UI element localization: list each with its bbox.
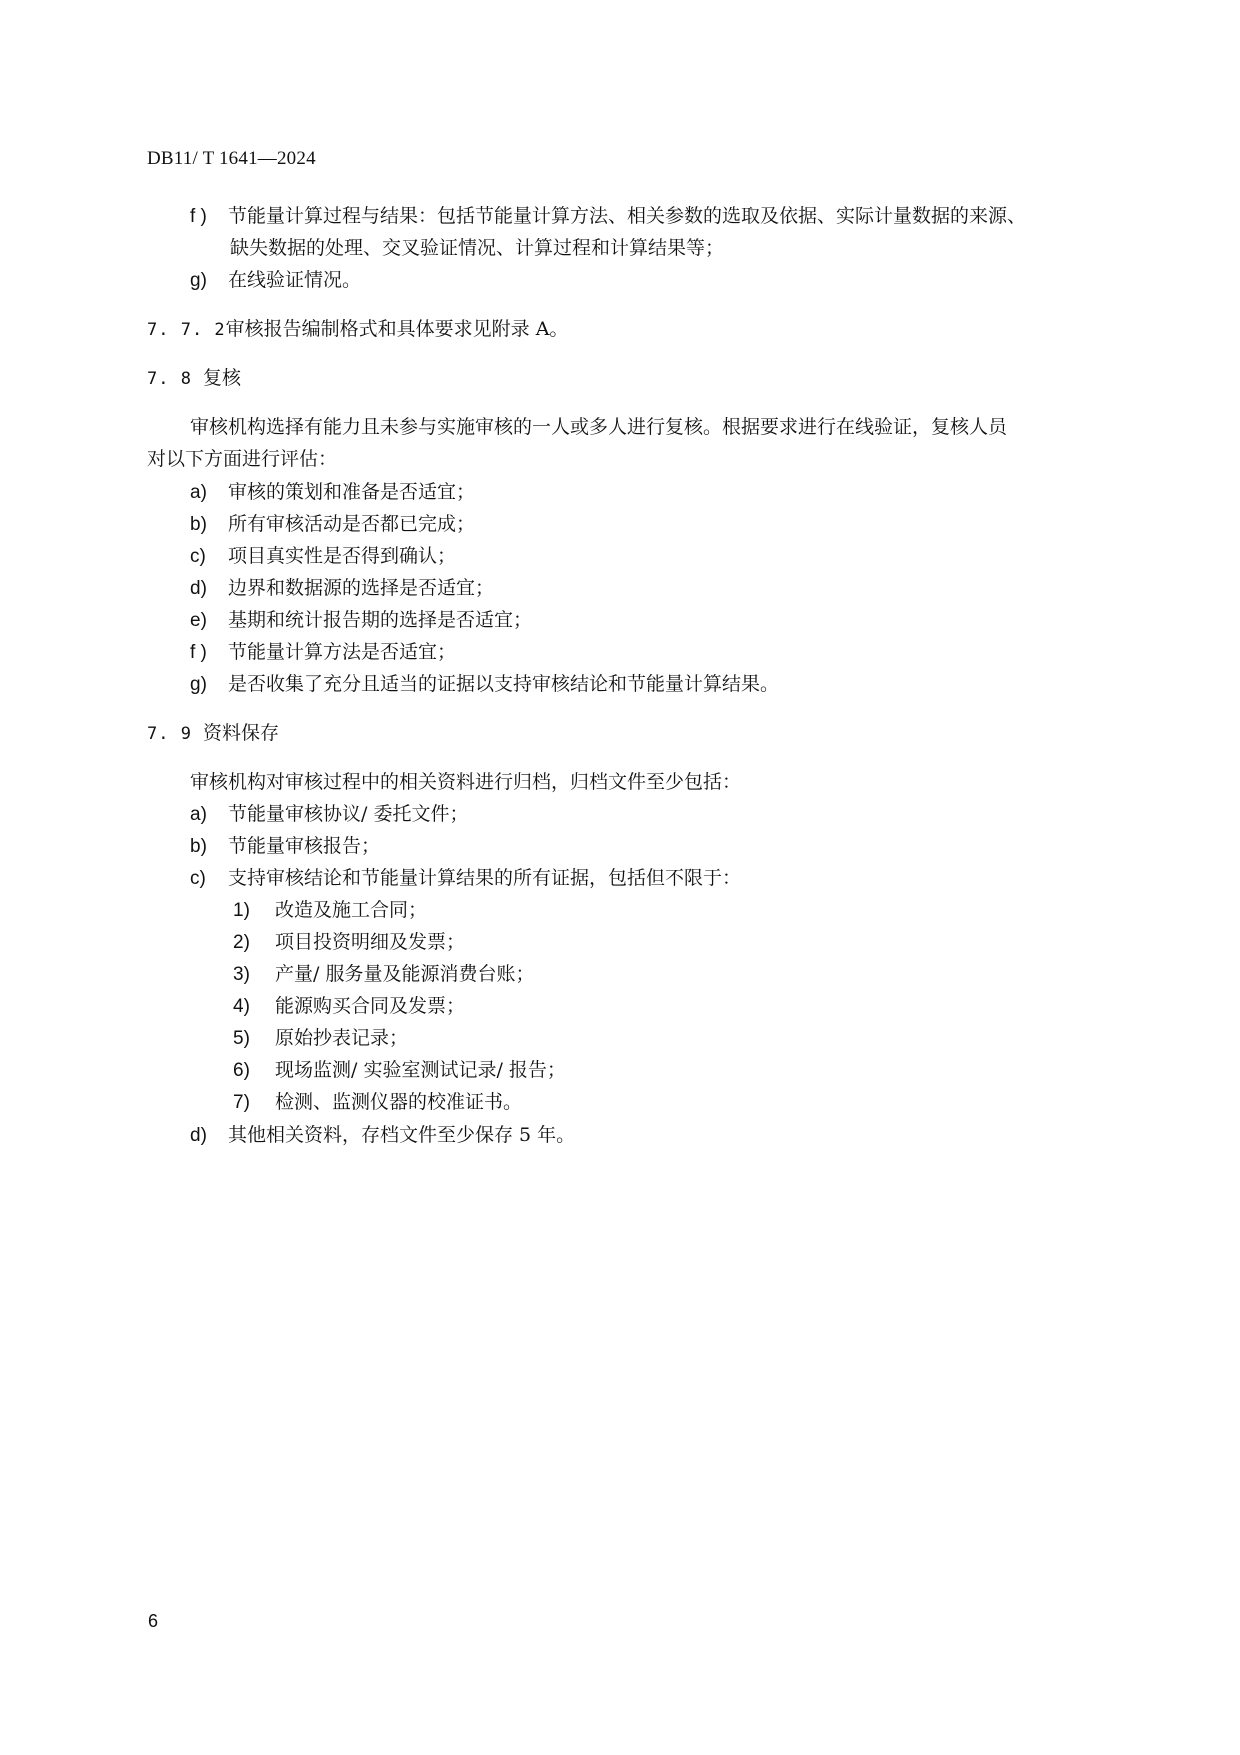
list-item-text: 支持审核结论和节能量计算结果的所有证据，包括但不限于：	[228, 867, 742, 889]
list-marker: b)	[190, 836, 207, 857]
sub-list-marker: 5)	[233, 1028, 250, 1049]
list-item-text: 项目真实性是否得到确认；	[228, 545, 457, 567]
list-item	[190, 834, 380, 859]
sub-list-item-text: 原始抄表记录；	[275, 1027, 409, 1049]
sub-list-item	[233, 1026, 408, 1051]
page-number: 6	[148, 1611, 159, 1631]
list-item-text: 在线验证情况。	[228, 269, 362, 291]
list-marker: f )	[190, 642, 207, 663]
sub-list-marker: 3)	[233, 964, 250, 985]
paragraph-line: 审核机构对审核过程中的相关资料进行归档，归档文件至少包括：	[190, 771, 742, 793]
sub-list-item	[233, 930, 465, 955]
list-item	[190, 608, 532, 633]
list-item-f	[190, 204, 1026, 229]
list-item-text: 节能量审核报告；	[228, 835, 381, 857]
section-heading-7-8	[147, 366, 241, 391]
sub-list-item	[233, 994, 465, 1019]
document-code-header: DB11/ T 1641—2024	[147, 148, 316, 169]
list-marker: c)	[190, 868, 206, 889]
clause-text: 审核报告编制格式和具体要求见附录 A。	[225, 318, 569, 340]
list-marker: f )	[190, 206, 207, 227]
sub-list-item	[233, 1090, 522, 1115]
list-marker: g)	[190, 270, 207, 291]
list-item	[190, 866, 741, 891]
list-marker: b)	[190, 514, 207, 535]
list-item	[190, 512, 475, 537]
list-marker: a)	[190, 804, 207, 825]
sub-list-marker: 6)	[233, 1060, 250, 1081]
list-item	[190, 576, 494, 601]
section-title: 资料保存	[203, 722, 280, 744]
list-item	[190, 802, 468, 827]
clause-7-7-2	[147, 317, 568, 342]
sub-list-item	[233, 962, 534, 987]
list-item-text: 所有审核活动是否都已完成；	[228, 513, 476, 535]
list-marker: g)	[190, 674, 207, 695]
section-title: 复核	[203, 367, 242, 389]
sub-list-item	[233, 898, 427, 923]
list-item-text: 其他相关资料，存档文件至少保存 5 年。	[228, 1124, 576, 1146]
sub-list-item-text: 检测、监测仪器的校准证书。	[275, 1091, 523, 1113]
section-number: 7. 8	[147, 369, 192, 389]
clause-number: 7. 7. 2	[147, 320, 226, 340]
list-item	[190, 480, 475, 505]
list-item-text: 节能量计算过程与结果：包括节能量计算方法、相关参数的选取及依据、实际计量数据的来源、	[228, 205, 1027, 227]
list-item	[190, 1123, 575, 1148]
list-marker: d)	[190, 578, 207, 599]
list-item-text: 是否收集了充分且适当的证据以支持审核结论和节能量计算结果。	[228, 673, 780, 695]
list-item-text: 基期和统计报告期的选择是否适宜；	[228, 609, 533, 631]
sub-list-marker: 4)	[233, 996, 250, 1017]
list-marker: d)	[190, 1125, 207, 1146]
sub-list-item-text: 改造及施工合同；	[275, 899, 428, 921]
sub-list-item-text: 能源购买合同及发票；	[275, 995, 466, 1017]
section-number: 7. 9	[147, 724, 192, 744]
sub-list-marker: 2)	[233, 932, 250, 953]
paragraph-line: 对以下方面进行评估：	[147, 448, 338, 470]
sub-list-marker: 7)	[233, 1092, 250, 1113]
list-item	[190, 672, 779, 697]
list-item	[190, 544, 456, 569]
list-item-text: 节能量计算方法是否适宜；	[228, 641, 457, 663]
list-marker: a)	[190, 482, 207, 503]
list-item-text: 边界和数据源的选择是否适宜；	[228, 577, 495, 599]
sub-list-item-text: 现场监测/ 实验室测试记录/ 报告；	[275, 1059, 566, 1081]
sub-list-marker: 1)	[233, 900, 250, 921]
list-item-g	[190, 268, 361, 293]
list-item-text: 审核的策划和准备是否适宜；	[228, 481, 476, 503]
paragraph-line: 审核机构选择有能力且未参与实施审核的一人或多人进行复核。根据要求进行在线验证，复核人员	[190, 416, 1008, 438]
list-item	[190, 640, 456, 665]
list-marker: c)	[190, 546, 206, 567]
sub-list-item-text: 项目投资明细及发票；	[275, 931, 466, 953]
list-item-f-continuation: 缺失数据的处理、交叉验证情况、计算过程和计算结果等；	[230, 237, 725, 259]
list-item-text: 节能量审核协议/ 委托文件；	[228, 803, 469, 825]
sub-list-item	[233, 1058, 566, 1083]
section-heading-7-9	[147, 721, 279, 746]
list-marker: e)	[190, 610, 207, 631]
sub-list-item-text: 产量/ 服务量及能源消费台账；	[275, 963, 535, 985]
